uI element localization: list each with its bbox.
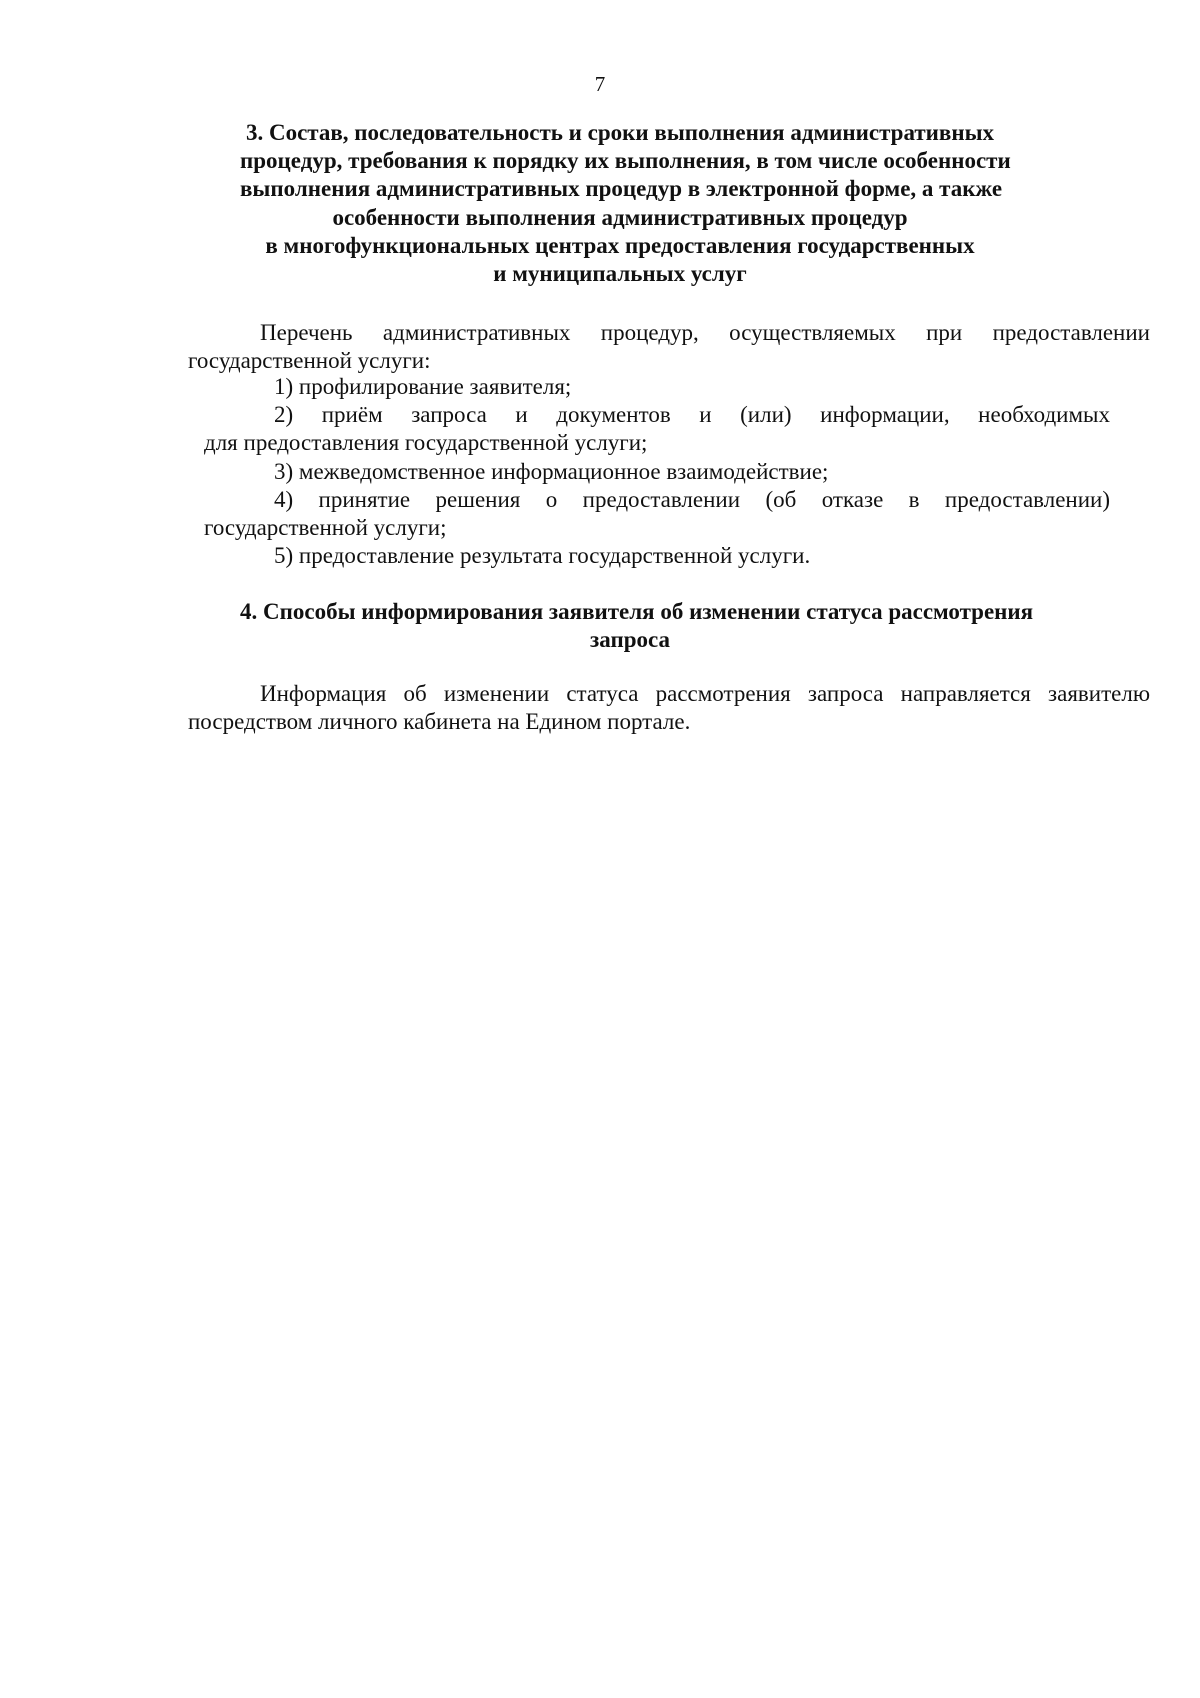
heading-line: процедур, требования к порядку их выполнения, в том числе особенности	[240, 148, 1011, 174]
list-item-line: государственной услуги;	[204, 515, 447, 541]
status-info-paragraph	[188, 680, 1150, 736]
paragraph-line: Перечень административных процедур, осуществляемых при предоставлении	[260, 320, 1150, 345]
heading-line: 3. Состав, последовательность и сроки выполнения административных	[245, 120, 995, 145]
paragraph-line: Информация об изменении статуса рассмотрения запроса направляется заявителю	[260, 681, 1150, 706]
heading-line: выполнения административных процедур в электронной форме, а также	[240, 176, 1003, 202]
list-item	[204, 542, 1110, 570]
procedures-list	[204, 373, 1110, 570]
list-item-line: 4) принятие решения о предоставлении (об отказе в предоставлении)	[274, 486, 1110, 512]
list-item-line: для предоставления государственной услуги;	[204, 430, 648, 456]
heading-line: запроса	[590, 627, 670, 653]
list-item	[204, 373, 1110, 401]
list-item	[204, 401, 1110, 457]
page-number: 7	[594, 72, 606, 96]
heading-line: в многофункциональных центрах предоставления государственных	[265, 232, 975, 258]
section-3-heading	[240, 119, 1011, 288]
procedures-intro-paragraph	[188, 319, 1150, 375]
heading-line: 4. Способы информирования заявителя об изменении статуса рассмотрения	[240, 599, 1034, 624]
list-item-line: 3) межведомственное информационное взаимодействие;	[274, 458, 829, 484]
list-item	[204, 458, 1110, 486]
list-item-line: 2) приём запроса и документов и (или) информации, необходимых	[274, 402, 1110, 428]
list-item	[204, 486, 1110, 542]
list-item-line: 1) профилирование заявителя;	[274, 374, 572, 399]
heading-line: особенности выполнения административных процедур	[332, 204, 908, 230]
section-4-heading	[240, 598, 1034, 654]
paragraph-line: посредством личного кабинета на Едином портале.	[188, 709, 691, 735]
heading-line: и муниципальных услуг	[493, 261, 747, 287]
list-item-line: 5) предоставление результата государственной услуги.	[274, 543, 811, 569]
paragraph-line: государственной услуги:	[188, 348, 431, 374]
